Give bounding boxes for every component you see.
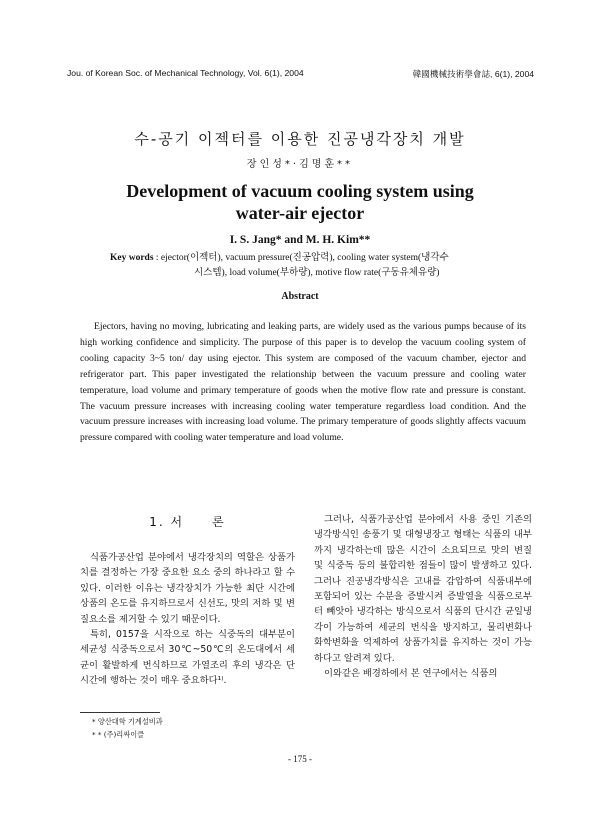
journal-header-ko: 韓國機械技術學會誌, 6(1), 2004: [412, 69, 534, 79]
keywords-line2: 시스템), load volume(부하량), motive flow rate(구동유체유량): [194, 268, 440, 278]
keywords: [110, 251, 520, 281]
footnote-divider: [80, 712, 160, 713]
section-heading-introduction: 1. 서 론: [149, 515, 226, 529]
title-korean: 수-공기 이젝터를 이용한 진공냉각장치 개발: [134, 130, 466, 148]
left-column: [80, 550, 295, 689]
abstract-body: [80, 319, 526, 446]
page-number: - 175 -: [288, 754, 312, 764]
paragraph: 이와같은 배경하에서 본 연구에서는 식품의: [324, 668, 498, 680]
paragraph: 식품가공산업 분야에서 냉각장치의 역할은 상품가치를 결정하는 가장 중요한 요소 중의 하나라고 할 수 있다. 이러한 이유는 냉각장치가 가능한 최단 시간에 상품의 온도를 유지하므로서 신선도, 맛의 저하 및 변질요소를 제거할 수 있기 때문이다.: [80, 552, 295, 625]
journal-header-en: Jou. of Korean Soc. of Mechanical Technology, Vol. 6(1), 2004: [67, 68, 304, 78]
footnote-affiliation-1: * 양산대학 기계설비과: [92, 717, 163, 726]
authors-korean: 장인성*·김명훈**: [246, 159, 354, 170]
paragraph: 특히, 0157을 시작으로 하는 식중독의 대부분이 세균성 식중독으로서 30℃~50℃의 온도대에서 세균이 활발하게 번식하므로 가열조리 후의 냉각은 단시간에 행하는 것이 매우 중요하다¹⁾.: [80, 629, 295, 687]
title-english: [0, 180, 600, 224]
paragraph: 그러나, 식품가공산업 분야에서 사용 중인 기존의 냉각방식인 송풍기 및 대형냉장고 형태는 식품의 내부까지 냉각하는데 많은 시간이 소요되므로 맛의 변질 및 식중독 등의 불합리한 점들이 많이 발생하고 있다. 그러나 진공냉각방식은 고내를 감압하여 식품내부에 포함되어 있는 수분을 증발시켜 증발열을 식품으로부터 빼앗아 냉각하는 방식으로서 식품의 단시간 균일냉각이 가능하여 세균의 번식을 방지하고, 물리변화나 화학변화을 억제하여 상품가치를 유지하는 것이 가능하다고 알려져 있다.: [314, 514, 532, 664]
right-column: [314, 512, 532, 681]
authors-english: I. S. Jang* and M. H. Kim**: [229, 234, 371, 246]
title-english-line1: Development of vacuum cooling system using: [126, 181, 474, 201]
keywords-line1: : ejector(이젝터), vacuum pressure(진공압력), cooling water system(냉각수: [155, 253, 449, 263]
title-english-line2: water-air ejector: [235, 203, 365, 223]
abstract-text: Ejectors, having no moving, lubricating and leaking parts, are widely used as the various pumps because of its high working confidence and simplicity. The purpose of this paper is to develop the vacuum cooling system of cooling capacity 3~5 ton/ day using ejector. This system are composed of the vacuum chamber, ejector and refrigerator part. This paper investigated the relationship between the vacuum pressure and cooling water temperature, load volume and primary temperature of goods when the motive flow rate and pressure is constant. The vacuum pressure increases with increasing cooling water temperature regardless load condition. And the vacuum pressure increases with increasing load volume. The primary temperature of goods slightly affects vacuum pressure compared with cooling water temperature and load volume.: [80, 321, 526, 444]
keywords-label: Key words: [110, 253, 154, 263]
abstract-heading: Abstract: [281, 291, 319, 302]
footnote-affiliation-2: * * (주)리싸이클: [92, 730, 145, 739]
